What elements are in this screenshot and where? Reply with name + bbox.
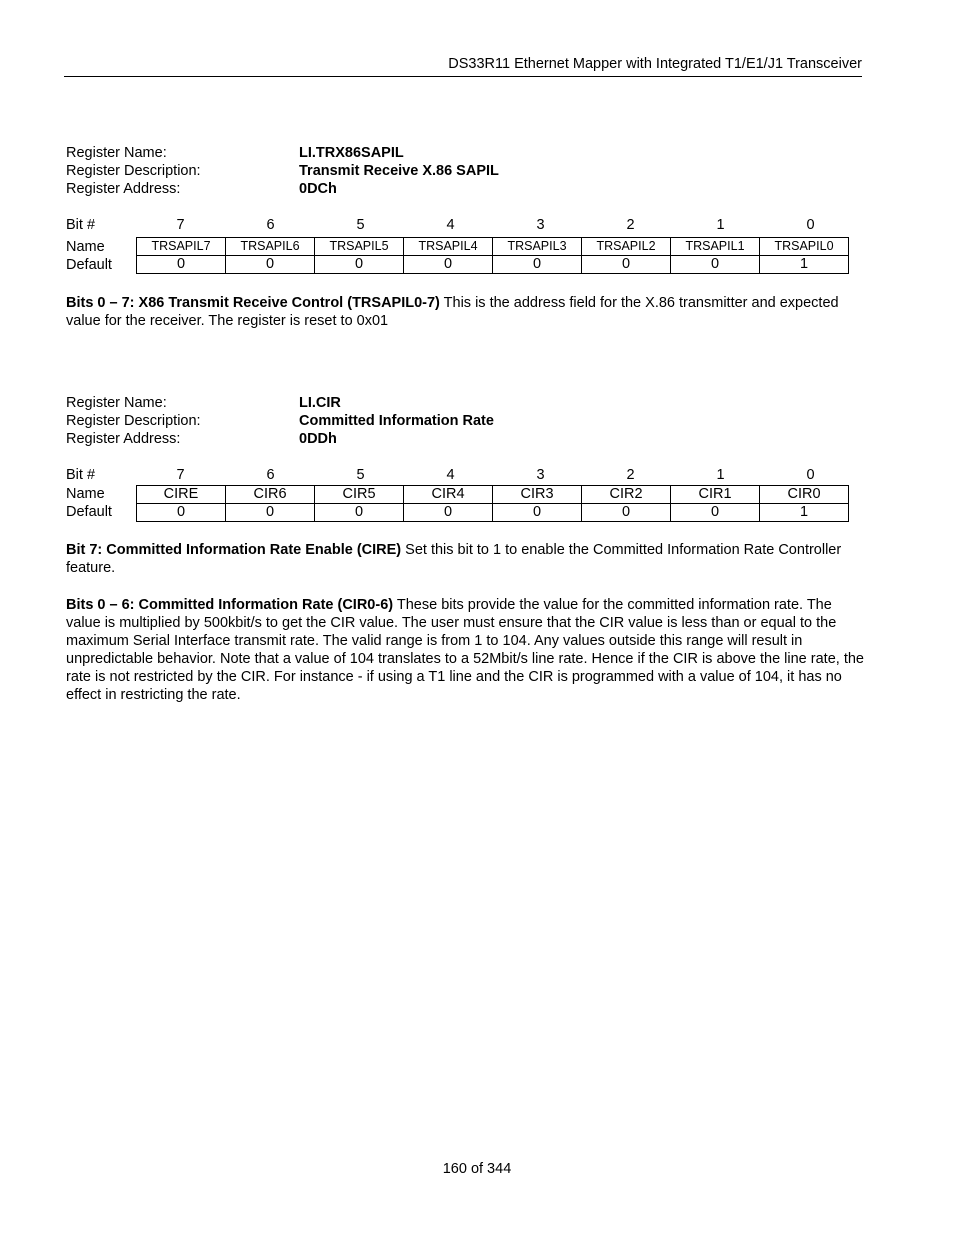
bit-number-label: Bit #: [66, 217, 96, 233]
bit-name-cell: TRSAPIL2: [582, 238, 671, 256]
bit-name-cell: CIR0: [760, 486, 849, 504]
bit-default-cell: 0: [671, 504, 760, 522]
bit-name-row: [137, 238, 849, 256]
bit-default-cell: 0: [137, 504, 226, 522]
bit-number: 6: [266, 467, 275, 483]
name-row-label: Name: [66, 239, 105, 255]
bit-default-cell: 1: [760, 504, 849, 522]
bit-number: 5: [356, 217, 365, 233]
default-row-label: Default: [66, 257, 112, 273]
bit-name-cell: TRSAPIL4: [404, 238, 493, 256]
bit-name-cell: CIR3: [493, 486, 582, 504]
description-heading: Bits 0 – 6: Committed Information Rate (CIR0-6): [66, 597, 394, 613]
bit-default-cell: 0: [226, 256, 315, 274]
bit-default-cell: 0: [226, 504, 315, 522]
register-name-label: Register Name:: [66, 395, 167, 411]
register-name-label: Register Name:: [66, 145, 167, 161]
page-number: 160 of 344: [442, 1161, 512, 1177]
default-row-label: Default: [66, 504, 112, 520]
bit-name-cell: CIR4: [404, 486, 493, 504]
bit-name-cell: TRSAPIL5: [315, 238, 404, 256]
bit-number: 3: [536, 217, 545, 233]
bit-number: 0: [806, 217, 815, 233]
bit-default-cell: 0: [671, 256, 760, 274]
register-address-value: 0DDh: [299, 431, 337, 447]
bit-number: 2: [626, 217, 635, 233]
register-address-label: Register Address:: [66, 181, 181, 197]
page-header: DS33R11 Ethernet Mapper with Integrated T1/E1/J1 Transceiver: [448, 56, 862, 72]
bit-default-cell: 0: [582, 256, 671, 274]
bit-default-cell: 0: [137, 256, 226, 274]
bit-default-row: [137, 256, 849, 274]
name-row-label: Name: [66, 486, 105, 502]
bit-number: 1: [716, 217, 725, 233]
register-description-value: Transmit Receive X.86 SAPIL: [299, 163, 499, 179]
register1-description: [66, 294, 866, 330]
bit-number: 4: [446, 217, 455, 233]
bit-name-cell: CIRE: [137, 486, 226, 504]
register2-description-cir: [66, 596, 866, 704]
description-text: This is the address field for the X.86 transmitter and expected value for the receiver. The register is reset to 0x01: [66, 295, 839, 329]
bit-name-row: [137, 486, 849, 504]
bit-name-cell: CIR1: [671, 486, 760, 504]
bit-name-cell: CIR2: [582, 486, 671, 504]
register2-description-cire: [66, 541, 866, 577]
register-address-value: 0DCh: [299, 181, 337, 197]
register1-bit-table: [136, 237, 849, 274]
bit-default-cell: 0: [582, 504, 671, 522]
bit-name-cell: TRSAPIL0: [760, 238, 849, 256]
register-name-value: LI.TRX86SAPIL: [299, 145, 404, 161]
bit-default-cell: 1: [760, 256, 849, 274]
bit-name-cell: TRSAPIL6: [226, 238, 315, 256]
bit-default-cell: 0: [404, 504, 493, 522]
register-name-value: LI.CIR: [299, 395, 341, 411]
header-rule: [64, 76, 862, 77]
bit-default-cell: 0: [493, 256, 582, 274]
bit-default-cell: 0: [493, 504, 582, 522]
bit-number: 6: [266, 217, 275, 233]
bit-name-cell: TRSAPIL1: [671, 238, 760, 256]
description-heading: Bits 0 – 7: X86 Transmit Receive Control (TRSAPIL0-7): [66, 295, 440, 311]
description-heading: Bit 7: Committed Information Rate Enable (CIRE): [66, 542, 402, 558]
bit-number: 3: [536, 467, 545, 483]
bit-name-cell: CIR6: [226, 486, 315, 504]
register-description-value: Committed Information Rate: [299, 413, 494, 429]
register-description-label: Register Description:: [66, 163, 201, 179]
register2-bit-table: [136, 485, 849, 522]
bit-default-cell: 0: [404, 256, 493, 274]
register-description-label: Register Description:: [66, 413, 201, 429]
description-text: These bits provide the value for the committed information rate. The value is multiplied by 500kbit/s to get the CIR value. The user must ensure that the CIR value is less than or equal to the maximum Serial Interface transmit rate. The valid range is from 1 to 104. Any values outside this range will result in unpredictable behavior. Note that a value of 104 translates to a 52Mbit/s line rate. Hence if the CIR is above the line rate, the rate is not restricted by the CIR. For instance - if using a T1 line and the CIR is programmed with a value of 104, it has no effect in restricting the rate.: [66, 597, 864, 703]
bit-number: 1: [716, 467, 725, 483]
bit-name-cell: TRSAPIL3: [493, 238, 582, 256]
bit-number: 2: [626, 467, 635, 483]
bit-number: 4: [446, 467, 455, 483]
bit-default-cell: 0: [315, 504, 404, 522]
bit-number: 5: [356, 467, 365, 483]
bit-name-cell: TRSAPIL7: [137, 238, 226, 256]
register-address-label: Register Address:: [66, 431, 181, 447]
bit-default-row: [137, 504, 849, 522]
bit-name-cell: CIR5: [315, 486, 404, 504]
bit-number: 7: [176, 217, 185, 233]
bit-number: 0: [806, 467, 815, 483]
bit-number-label: Bit #: [66, 467, 96, 483]
bit-number: 7: [176, 467, 185, 483]
bit-default-cell: 0: [315, 256, 404, 274]
description-text: Set this bit to 1 to enable the Committed Information Rate Controller feature.: [66, 542, 842, 576]
